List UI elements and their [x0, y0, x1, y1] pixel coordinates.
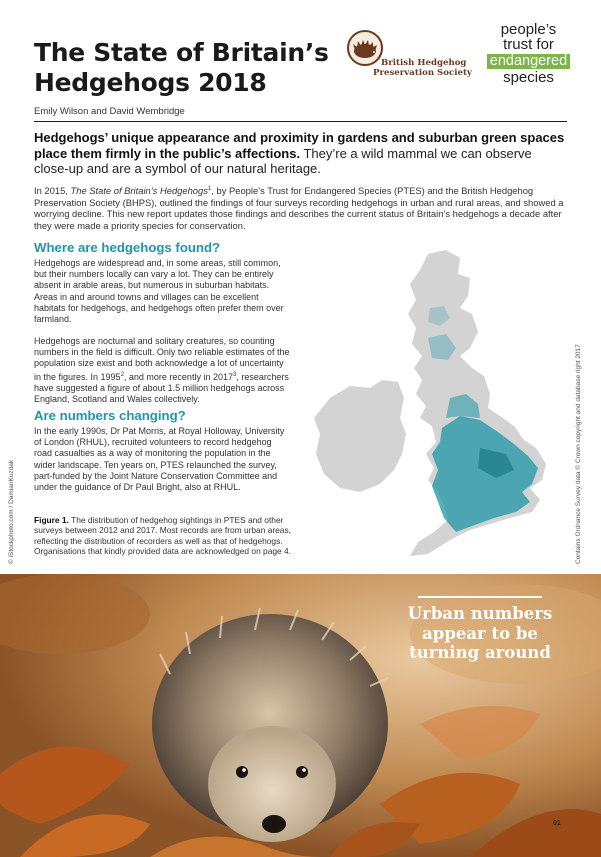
intro-part2: , by People’s Trust for Endangered Species (PTES) and the British Hedgehog Preservation Society (BHPS), outlined the findings of four surveys recording hedgehogs in urban and rural areas, and showed a worrying decline. This new report updates those findings and describes the current status of Britain’s hedgehogs a decade after they were made a priority species for conservation. [34, 185, 564, 231]
ptes-line1: people’s [500, 21, 557, 38]
footnote-2: 2 [120, 371, 124, 378]
intro-report-title: The State of Britain’s Hedgehogs [70, 185, 208, 197]
section1-p2-a: Hedgehogs are nocturnal and solitary creatures, so counting numbers in the field is difficult. Only two reliable estimates of the population size exist and both acknowledge a lot of uncertainty in the figures. In 1995 [34, 336, 290, 382]
footnote-3: 3 [232, 371, 237, 378]
pull-quote: Urban numbers appear to be turning around [407, 604, 553, 662]
section-heading-numbers: Are numbers changing? [34, 408, 186, 423]
ptes-line2: trust for [503, 36, 554, 53]
bhps-name-line1: British Hedgehog [381, 58, 467, 68]
page-number: 01 [553, 820, 561, 827]
hedgehog-distribution-map [310, 248, 562, 560]
section1-p2-c: , researchers have suggested a figure of about 1.5 million hedgehogs across England, Scotland and Wales collectively. [34, 371, 289, 405]
ireland-landmass [314, 380, 406, 492]
hedgehog-icon [349, 32, 381, 64]
page-title: The State of Britain’s Hedgehogs 2018 [34, 38, 329, 97]
photo-credit: © iStockphoto.com / DamianKuzdak [8, 459, 15, 564]
map-credit: Contains Ordnance Survey data © Crown copyright and database right 2017 [575, 344, 582, 564]
lead-paragraph [34, 130, 566, 177]
bhps-name-line2: Preservation Society [373, 68, 472, 78]
intro-paragraph [34, 184, 567, 232]
section-heading-where: Where are hedgehogs found? [34, 240, 221, 255]
figure-label: Figure 1. [34, 515, 69, 525]
ptes-logo [486, 22, 571, 84]
section2-paragraph1: In the early 1990s, Dr Pat Morris, at Royal Holloway, University of London (RHUL), recruited volunteers to record hedgehog road casualties as a way of monitoring the population in the wider landscape. Ten years on, PTES relaunched the survey, part-funded by the Joint Nature Conservation Committee and under the guidance of Dr Paul Bright, also at RHUL. [34, 426, 285, 493]
pull-quote-rule [418, 596, 542, 598]
lead-normal: They’re a wild mammal we can observe close-up and are a symbol of our natural heritage. [34, 145, 532, 176]
bhps-logo [343, 28, 471, 78]
section1-p2-b: , and more recently in 2017 [123, 371, 233, 382]
section1-paragraph2 [34, 336, 292, 405]
intro-footnote: 1 [207, 186, 212, 192]
ptes-line3: endangered [487, 54, 570, 69]
section1-paragraph1: Hedgehogs are widespread and, in some areas, still common, but their numbers locally can vary a lot. They can be entirely absent in arable areas, but numerous in suburban habitats. Areas in and around towns and villages can be excellent habitats for hedgehogs, and hedgehogs often prefer them over farmland. [34, 258, 284, 325]
header-divider [34, 121, 567, 122]
ptes-line4: species [503, 69, 554, 86]
intro-part1: In 2015, [34, 185, 71, 197]
figure-caption-text: The distribution of hedgehog sightings in PTES and other surveys between 2012 and 2017. Most records are from urban areas, reflecting the distribution of recorders as well as that of hedgehogs. Organisations that kindly provided data are acknowledged on page 4. [34, 515, 292, 557]
figure-caption [34, 515, 292, 557]
hedgehog-logo-icon [347, 30, 383, 66]
authors: Emily Wilson and David Wembridge [34, 106, 185, 117]
lead-bold: Hedgehogs’ unique appearance and proximity in gardens and suburban green spaces place them firmly in the public’s affections. [34, 130, 565, 161]
